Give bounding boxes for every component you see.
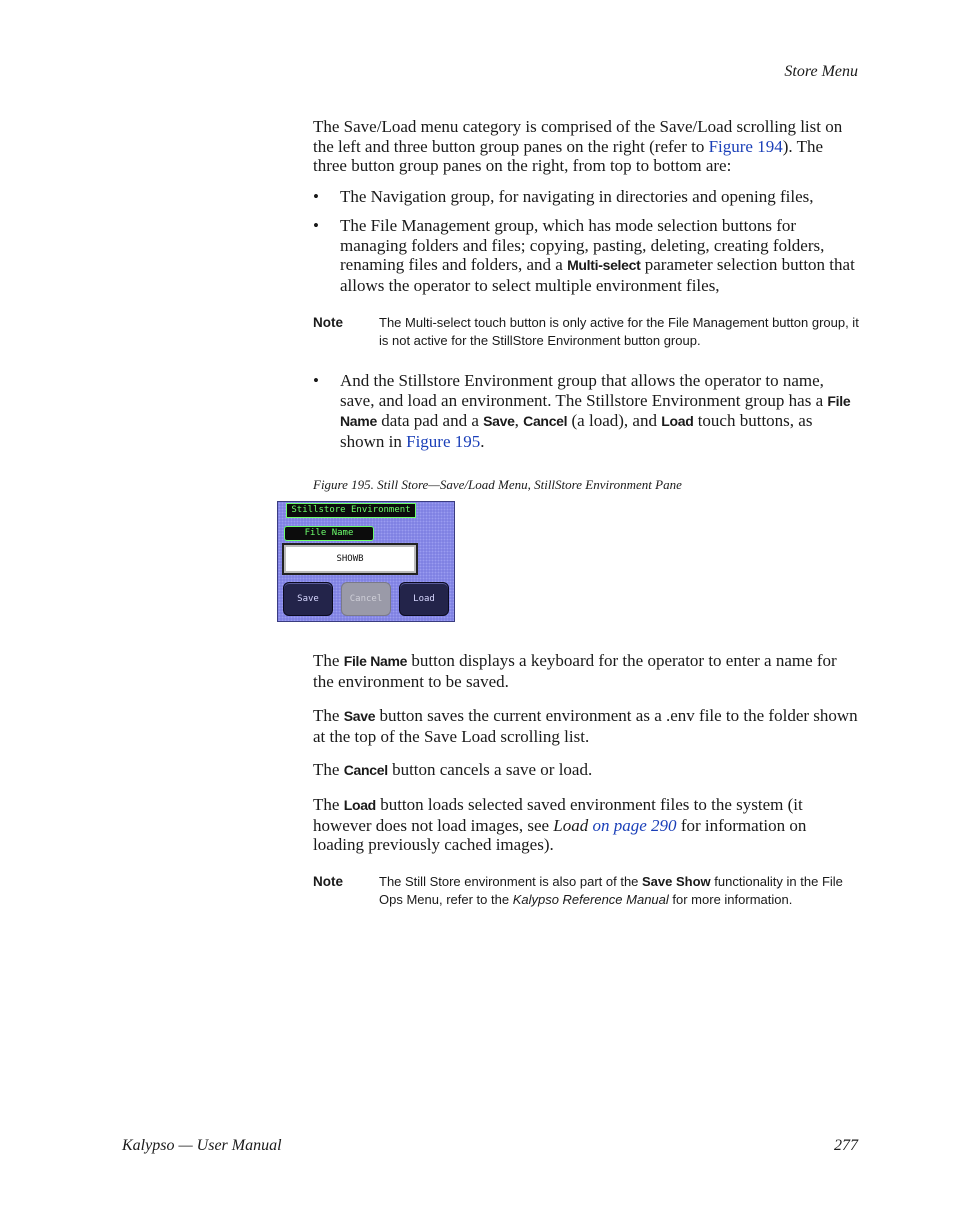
bullet-text-part: . <box>480 431 485 451</box>
cancel-button[interactable]: Cancel <box>341 582 391 616</box>
load-keyword: Load <box>343 797 376 813</box>
note-text <box>379 873 859 909</box>
save-keyword: Save <box>343 708 376 724</box>
figure-caption: Figure 195. Still Store—Save/Load Menu, StillStore Environment Pane <box>313 477 682 492</box>
intro-text-2: ). The three button group panes on the right, from top to bottom are: <box>313 136 824 176</box>
bullet-text <box>340 371 859 451</box>
para-text: button displays a keyboard for the operator to enter a name for the environment to be saved. <box>313 651 837 691</box>
bullet-text-part: The File Management group, which has mode selection buttons for managing folders and files; copying, pasting, deleting, creating folders, renaming files and folders, and a <box>340 216 825 275</box>
intro-text-1: The Save/Load menu category is comprised of the Save/Load scrolling list on the left and three button group panes on the right (refer to <box>313 117 843 156</box>
note-text-part: for more information. <box>668 892 793 907</box>
file-name-field[interactable]: SHOWB <box>282 543 418 575</box>
bullet-dot: • <box>313 216 319 235</box>
footer-title: Kalypso — User Manual <box>122 1137 282 1154</box>
note-text-part: functionality in the File Ops Menu, refer to the <box>379 874 843 907</box>
para-text: button cancels a save or load. <box>387 760 593 779</box>
cancel-keyword: Cancel <box>343 762 388 778</box>
paragraph-load <box>313 795 859 855</box>
multi-select-keyword: Multi-select <box>567 257 641 274</box>
para-text: button saves the current environment as a .env file to the folder shown at the top of the Save Load scrolling list. <box>313 706 858 746</box>
bullet-text-part: data pad and a <box>376 411 484 431</box>
para-text: The <box>313 651 344 670</box>
note-text: The Multi-select touch button is only active for the File Management button group, it is not active for the StillStore Environment button group. <box>379 315 859 348</box>
file-name-label: File Name <box>284 526 374 541</box>
bullet-text-part: (a load), and <box>567 411 662 431</box>
save-keyword: Save <box>483 413 515 430</box>
save-show-keyword: Save Show <box>642 874 711 889</box>
bullet-text-part: And the Stillstore Environment group that allows the operator to name, save, and load an environment. The Stillstore Environment group has a <box>340 371 828 410</box>
bullet-text-part: , <box>514 411 524 431</box>
reference-manual-title: Kalypso Reference Manual <box>512 892 669 907</box>
bullet-text-part: parameter selection button that allows the operator to select multiple environment files, <box>340 255 855 295</box>
para-text: button loads selected saved environment files to the system (it however does not load images, see <box>313 795 803 835</box>
load-button[interactable]: Load <box>399 582 449 616</box>
figure-195-link[interactable]: Figure 195 <box>406 431 481 451</box>
pane-title: Stillstore Environment <box>286 503 416 518</box>
page-290-link[interactable]: on page 290 <box>588 815 677 835</box>
para-text: for information on loading previously cached images). <box>313 815 807 855</box>
cancel-keyword: Cancel <box>523 413 568 430</box>
load-keyword: Load <box>661 413 694 430</box>
figure-194-link[interactable]: Figure 194 <box>708 136 783 156</box>
para-text: The <box>313 706 344 725</box>
page-number: 277 <box>834 1137 858 1154</box>
note-label: Note <box>313 315 343 330</box>
paragraph-cancel <box>313 760 859 781</box>
intro-paragraph <box>313 117 859 176</box>
bullet-dot: • <box>313 187 319 206</box>
paragraph-save <box>313 706 859 746</box>
note-label: Note <box>313 874 343 889</box>
bullet-text: The Navigation group, for navigating in directories and opening files, <box>340 187 814 206</box>
bullet-dot: • <box>313 371 319 390</box>
bullet-text-part: touch buttons, as shown in <box>340 411 813 451</box>
paragraph-file-name <box>313 651 859 691</box>
load-reference: Load <box>553 815 589 835</box>
bullet-text <box>340 216 859 295</box>
save-button[interactable]: Save <box>283 582 333 616</box>
note-text-part: The Still Store environment is also part of the <box>379 874 643 889</box>
para-text: The <box>313 795 344 814</box>
running-header: Store Menu <box>784 63 858 80</box>
para-text: The <box>313 760 344 779</box>
file-name-keyword: File Name <box>340 392 851 430</box>
file-name-keyword: File Name <box>343 653 408 669</box>
stillstore-environment-pane <box>277 501 455 622</box>
